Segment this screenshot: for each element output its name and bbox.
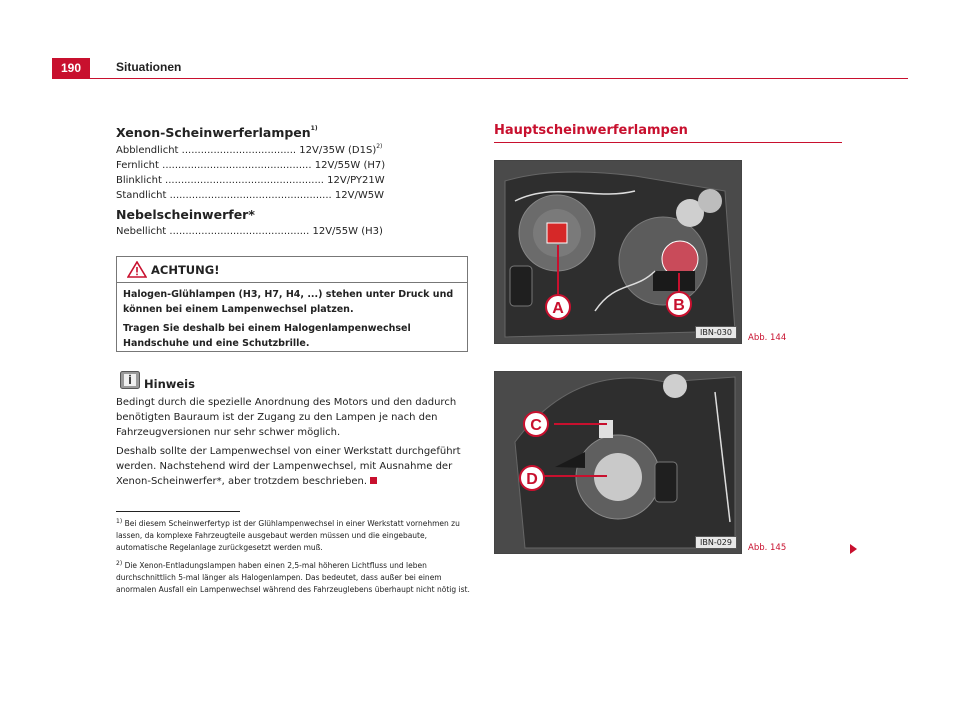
- figure-caption: Abb. 145: [748, 543, 787, 553]
- spec-dots: ..................................................: [165, 175, 324, 186]
- headlight-rear-illustration: [495, 161, 741, 343]
- fog-heading: Nebelscheinwerfer*: [116, 207, 255, 222]
- info-note-icon: [120, 371, 140, 389]
- warning-header: [117, 257, 467, 283]
- spec-row: [116, 173, 476, 188]
- page-number: 190: [52, 58, 90, 78]
- spec-dots: ...................................................: [169, 190, 332, 201]
- xenon-heading: [116, 125, 318, 140]
- note-title: Hinweis: [144, 377, 195, 391]
- footnote-1: [116, 518, 470, 554]
- spec-row: [116, 188, 476, 203]
- spec-dots: ....................................: [181, 145, 297, 156]
- image-code: IBN-029: [695, 536, 737, 549]
- warning-text: [123, 287, 461, 355]
- spec-dots: ...............................................: [162, 160, 312, 171]
- note-paragraph-text: Deshalb sollte der Lampenwechsel von einer Werkstatt durchgeführt werden. Nachstehend wird der Lampenwechsel, mit Ausnahme der Xenon-Scheinwerfer*, aber trotzdem beschrieben.: [116, 446, 461, 487]
- spec-value: 12V/55W (H3): [312, 226, 383, 237]
- xenon-title-footnote-mark: 1): [310, 125, 318, 132]
- spec-value: 12V/PY21W: [327, 175, 385, 186]
- figure-caption: Abb. 144: [748, 333, 787, 343]
- figure-label-c: C: [530, 417, 542, 434]
- footnote-mark: 2): [116, 560, 123, 567]
- spec-footnote-mark: 2): [376, 143, 383, 150]
- image-code: IBN-030: [695, 326, 737, 339]
- spec-label: Blinklicht: [116, 175, 162, 186]
- footnote-mark: 1): [116, 518, 123, 525]
- spec-label: Standlicht: [116, 190, 167, 201]
- spec-row: [116, 158, 476, 173]
- end-of-section-marker: [370, 477, 377, 484]
- spec-label: Nebellicht: [116, 226, 167, 237]
- note-text: [116, 395, 470, 493]
- fog-spec-list: [116, 224, 476, 239]
- note-paragraph: Bedingt durch die spezielle Anordnung des Motors und den dadurch benötigten Bauraum ist der Zugang zu den Lampen je nach den Fahrzeugversionen nur sehr schwer möglich.: [116, 397, 457, 438]
- spec-label: Abblendlicht: [116, 145, 179, 156]
- warning-paragraph: Tragen Sie deshalb bei einem Halogenlampenwechsel Handschuhe und eine Schutzbrille.: [123, 323, 411, 349]
- footnote-text: Die Xenon-Entladungslampen haben einen 2,5-mal höheren Lichtfluss und leben durchschnittlich 5-mal länger als Halogenlampen. Das bedeutet, dass außer bei einem anormalen Ausfall ein Lampenwechsel während des Fahrzeuglebens überhaupt nicht nötig ist.: [116, 561, 470, 594]
- warning-box: [116, 256, 468, 352]
- header-rule: [52, 78, 908, 79]
- note-paragraph-2: [116, 444, 470, 489]
- warning-paragraph: Halogen-Glühlampen (H3, H7, H4, ...) stehen unter Druck und können bei einem Lampenwechsel platzen.: [123, 289, 454, 315]
- warning-title: ACHTUNG!: [151, 263, 220, 277]
- figure-label-b: B: [673, 297, 685, 314]
- figure-label-a: A: [552, 300, 564, 317]
- headlight-photo-1: [494, 160, 742, 344]
- main-lamps-heading: Hauptscheinwerferlampen: [494, 123, 688, 138]
- continue-arrow-icon: [850, 544, 857, 554]
- spec-value: 12V/W5W: [334, 190, 384, 201]
- fog-lamp-rear-illustration: [495, 372, 741, 553]
- footnote-text: Bei diesem Scheinwerfertyp ist der Glühlampenwechsel in einer Werkstatt vornehmen zu lassen, da komplexe Fahrzeugteile ausgebaut werden müssen und die eingebaute, automatische Regelanlage zurückgesetzt werden muß.: [116, 519, 460, 552]
- spec-value: 12V/35W (D1S): [299, 145, 377, 156]
- spec-row: [116, 224, 476, 239]
- warning-triangle-icon: [127, 261, 147, 278]
- spec-dots: ............................................: [169, 226, 310, 237]
- spec-row: [116, 143, 476, 158]
- footnote-2: [116, 560, 470, 596]
- headlight-photo-2: [494, 371, 742, 554]
- figure-label-d: D: [526, 471, 538, 488]
- spec-label: Fernlicht: [116, 160, 159, 171]
- footnote-rule: [116, 511, 240, 512]
- main-lamps-rule: [494, 142, 842, 143]
- section-title: Situationen: [116, 60, 182, 74]
- xenon-spec-list: [116, 143, 476, 203]
- xenon-title: Xenon-Scheinwerferlampen: [116, 125, 311, 140]
- spec-value: 12V/55W (H7): [314, 160, 386, 171]
